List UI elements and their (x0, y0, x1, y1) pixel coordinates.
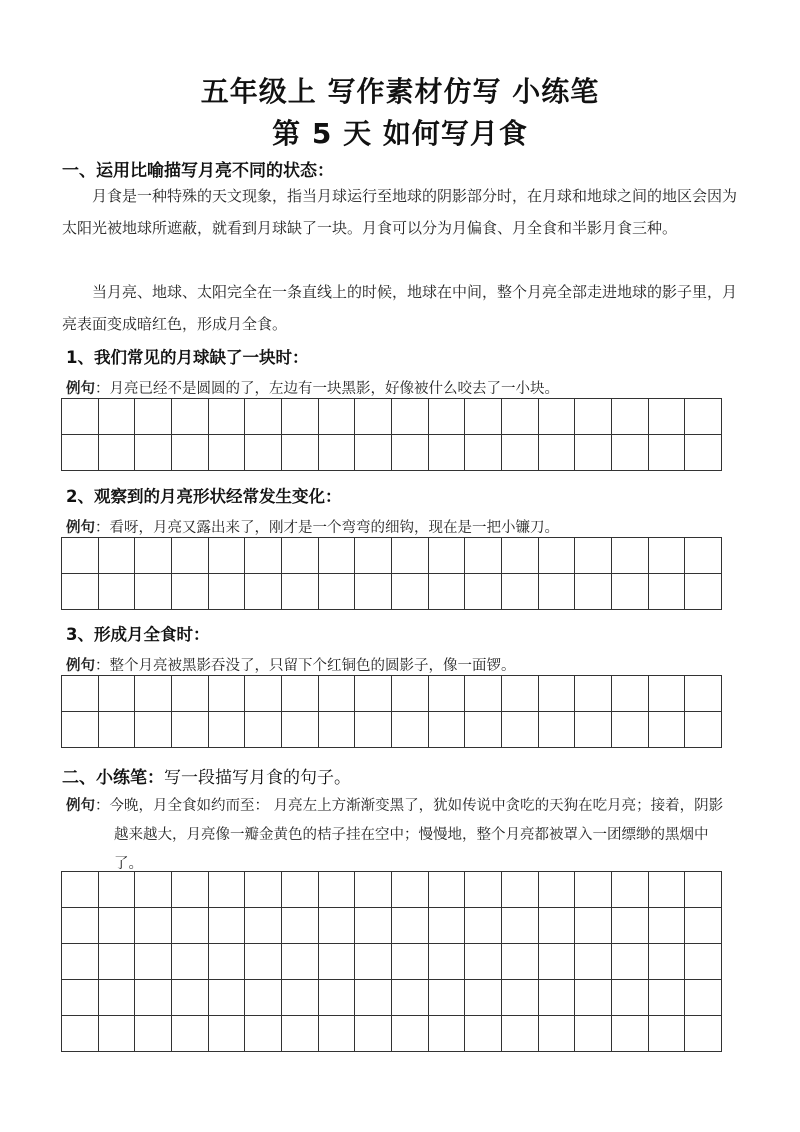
grid-cell[interactable] (62, 538, 99, 574)
intro-paragraph-1: 月食是一种特殊的天文现象，指当月球运行至地球的阴影部分时，在月球和地球之间的地区会因为太阳光被地球所遮蔽，就看到月球缺了一块。月食可以分为月偏食、月全食和半影月食三种。 (62, 187, 738, 237)
grid-cell[interactable] (319, 872, 356, 908)
grid-cell[interactable] (172, 872, 209, 908)
grid-cell[interactable] (465, 872, 502, 908)
grid-cell[interactable] (465, 676, 502, 712)
example-text: ：月亮已经不是圆圆的了，左边有一块黑影，好像被什么咬去了一小块。 (95, 381, 559, 397)
grid-cell[interactable] (355, 980, 392, 1016)
section-2-heading (62, 763, 351, 788)
grid-cell[interactable] (612, 908, 649, 944)
grid-cell[interactable] (99, 538, 136, 574)
grid-cell[interactable] (135, 435, 172, 471)
grid-cell[interactable] (575, 538, 612, 574)
grid-cell[interactable] (539, 574, 576, 610)
grid-cell[interactable] (62, 676, 99, 712)
grid-cell[interactable] (685, 574, 722, 610)
grid-cell[interactable] (392, 872, 429, 908)
grid-cell[interactable] (685, 1016, 722, 1052)
grid-cell[interactable] (209, 872, 246, 908)
grid-cell[interactable] (685, 676, 722, 712)
grid-cell[interactable] (575, 399, 612, 435)
grid-cell[interactable] (685, 399, 722, 435)
grid-cell[interactable] (99, 944, 136, 980)
grid-row (62, 872, 722, 908)
grid-cell[interactable] (319, 944, 356, 980)
grid-cell[interactable] (282, 908, 319, 944)
grid-cell[interactable] (575, 908, 612, 944)
grid-cell[interactable] (465, 908, 502, 944)
grid-cell[interactable] (319, 399, 356, 435)
grid-cell[interactable] (355, 944, 392, 980)
grid-cell[interactable] (685, 435, 722, 471)
grid-cell[interactable] (429, 399, 466, 435)
grid-cell[interactable] (502, 538, 539, 574)
grid-cell[interactable] (282, 1016, 319, 1052)
grid-cell[interactable] (99, 676, 136, 712)
grid-cell[interactable] (172, 908, 209, 944)
grid-row (62, 944, 722, 980)
grid-cell[interactable] (245, 574, 282, 610)
example-label: 例句 (66, 381, 95, 397)
item-2-heading: 2、观察到的月亮形状经常发生变化： (66, 487, 342, 506)
grid-cell[interactable] (99, 1016, 136, 1052)
grid-cell[interactable] (99, 980, 136, 1016)
grid-cell[interactable] (502, 435, 539, 471)
grid-cell[interactable] (539, 908, 576, 944)
grid-cell[interactable] (649, 399, 686, 435)
grid-cell[interactable] (209, 980, 246, 1016)
grid-cell[interactable] (319, 712, 356, 748)
grid-cell[interactable] (135, 712, 172, 748)
grid-cell[interactable] (245, 980, 282, 1016)
grid-cell[interactable] (282, 676, 319, 712)
grid-cell[interactable] (539, 538, 576, 574)
grid-cell[interactable] (649, 538, 686, 574)
grid-cell[interactable] (429, 574, 466, 610)
grid-cell[interactable] (575, 435, 612, 471)
grid-cell[interactable] (355, 712, 392, 748)
grid-cell[interactable] (465, 1016, 502, 1052)
grid-cell[interactable] (465, 574, 502, 610)
grid-cell[interactable] (172, 399, 209, 435)
grid-cell[interactable] (502, 1016, 539, 1052)
grid-cell[interactable] (612, 872, 649, 908)
grid-cell[interactable] (209, 538, 246, 574)
grid-cell[interactable] (135, 399, 172, 435)
grid-cell[interactable] (649, 712, 686, 748)
grid-cell[interactable] (99, 399, 136, 435)
grid-cell[interactable] (319, 1016, 356, 1052)
example-text: ：整个月亮被黑影吞没了，只留下个红铜色的圆影子，像一面锣。 (95, 658, 516, 674)
grid-cell[interactable] (502, 872, 539, 908)
grid-cell[interactable] (575, 712, 612, 748)
grid-cell[interactable] (575, 676, 612, 712)
grid-cell[interactable] (62, 399, 99, 435)
grid-cell[interactable] (245, 399, 282, 435)
grid-cell[interactable] (429, 538, 466, 574)
grid-cell[interactable] (649, 676, 686, 712)
writing-grid-3[interactable] (61, 675, 722, 748)
grid-cell[interactable] (355, 872, 392, 908)
item-2-example (66, 516, 559, 537)
grid-cell[interactable] (465, 435, 502, 471)
grid-cell[interactable] (392, 399, 429, 435)
example-text: ：今晚，月全食如约而至： 月亮左上方渐渐变黑了，犹如传说中贪吃的天狗在吃月亮；接着，阴影越来越大，月亮像一瓣金黄色的桔子挂在空中；慢慢地，整个月亮都被罩入一团缥缈的黑烟中了。 (95, 798, 724, 872)
grid-cell[interactable] (502, 944, 539, 980)
grid-cell[interactable] (429, 712, 466, 748)
item-1-heading: 1、我们常见的月球缺了一块时： (66, 348, 309, 367)
grid-cell[interactable] (135, 676, 172, 712)
grid-cell[interactable] (575, 574, 612, 610)
grid-cell[interactable] (172, 980, 209, 1016)
grid-cell[interactable] (172, 676, 209, 712)
grid-cell[interactable] (135, 872, 172, 908)
grid-cell[interactable] (465, 399, 502, 435)
grid-cell[interactable] (392, 712, 429, 748)
writing-grid-1[interactable] (61, 398, 722, 471)
grid-cell[interactable] (99, 435, 136, 471)
grid-cell[interactable] (355, 435, 392, 471)
item-3-heading: 3、形成月全食时： (66, 625, 210, 644)
grid-cell[interactable] (429, 944, 466, 980)
grid-cell[interactable] (62, 574, 99, 610)
grid-cell[interactable] (612, 712, 649, 748)
grid-cell[interactable] (282, 872, 319, 908)
grid-cell[interactable] (612, 538, 649, 574)
grid-cell[interactable] (685, 872, 722, 908)
grid-cell[interactable] (209, 676, 246, 712)
grid-cell[interactable] (539, 676, 576, 712)
example-label: 例句 (66, 520, 95, 536)
section-1-heading: 一、运用比喻描写月亮不同的状态： (62, 161, 334, 181)
grid-cell[interactable] (135, 980, 172, 1016)
grid-cell[interactable] (685, 980, 722, 1016)
item-1-example (66, 377, 559, 398)
grid-cell[interactable] (502, 908, 539, 944)
grid-cell[interactable] (62, 944, 99, 980)
grid-cell[interactable] (62, 980, 99, 1016)
grid-cell[interactable] (612, 980, 649, 1016)
grid-cell[interactable] (649, 944, 686, 980)
grid-cell[interactable] (429, 435, 466, 471)
grid-cell[interactable] (685, 908, 722, 944)
section-2-example (66, 792, 736, 879)
grid-cell[interactable] (429, 676, 466, 712)
grid-cell[interactable] (612, 574, 649, 610)
grid-cell[interactable] (465, 980, 502, 1016)
grid-cell[interactable] (245, 908, 282, 944)
grid-cell[interactable] (319, 980, 356, 1016)
grid-cell[interactable] (62, 712, 99, 748)
grid-cell[interactable] (392, 944, 429, 980)
grid-cell[interactable] (355, 908, 392, 944)
grid-cell[interactable] (612, 1016, 649, 1052)
section-2-heading-bold: 二、小练笔： (62, 768, 164, 788)
grid-row (62, 574, 722, 610)
intro-paragraph-2: 当月亮、地球、太阳完全在一条直线上的时候，地球在中间，整个月亮全部走进地球的影子里，月亮表面变成暗红色，形成月全食。 (62, 283, 738, 333)
grid-cell[interactable] (172, 574, 209, 610)
grid-cell[interactable] (135, 944, 172, 980)
grid-cell[interactable] (209, 399, 246, 435)
grid-row (62, 538, 722, 574)
example-text: ：看呀，月亮又露出来了，刚才是一个弯弯的细钩，现在是一把小镰刀。 (95, 520, 559, 536)
grid-cell[interactable] (172, 944, 209, 980)
grid-cell[interactable] (429, 980, 466, 1016)
grid-cell[interactable] (209, 712, 246, 748)
grid-cell[interactable] (172, 712, 209, 748)
grid-cell[interactable] (282, 980, 319, 1016)
grid-cell[interactable] (392, 908, 429, 944)
grid-cell[interactable] (245, 676, 282, 712)
grid-cell[interactable] (612, 676, 649, 712)
grid-cell[interactable] (245, 872, 282, 908)
grid-cell[interactable] (62, 435, 99, 471)
grid-cell[interactable] (282, 712, 319, 748)
grid-cell[interactable] (612, 944, 649, 980)
grid-cell[interactable] (245, 1016, 282, 1052)
grid-cell[interactable] (245, 538, 282, 574)
grid-cell[interactable] (392, 1016, 429, 1052)
grid-cell[interactable] (429, 908, 466, 944)
grid-cell[interactable] (62, 872, 99, 908)
grid-row (62, 399, 722, 435)
grid-cell[interactable] (539, 872, 576, 908)
grid-cell[interactable] (209, 1016, 246, 1052)
grid-cell[interactable] (99, 574, 136, 610)
grid-cell[interactable] (245, 435, 282, 471)
grid-cell[interactable] (649, 908, 686, 944)
grid-cell[interactable] (392, 574, 429, 610)
grid-cell[interactable] (502, 574, 539, 610)
grid-cell[interactable] (319, 538, 356, 574)
grid-row (62, 435, 722, 471)
grid-cell[interactable] (429, 872, 466, 908)
grid-cell[interactable] (539, 944, 576, 980)
grid-cell[interactable] (245, 944, 282, 980)
grid-cell[interactable] (539, 980, 576, 1016)
grid-cell[interactable] (502, 676, 539, 712)
grid-cell[interactable] (355, 574, 392, 610)
grid-cell[interactable] (355, 399, 392, 435)
worksheet-subtitle: 第 5 天 如何写月食 (272, 117, 528, 150)
item-3-example (66, 654, 516, 675)
grid-cell[interactable] (62, 908, 99, 944)
grid-cell[interactable] (539, 435, 576, 471)
grid-cell[interactable] (282, 399, 319, 435)
grid-cell[interactable] (502, 980, 539, 1016)
grid-cell[interactable] (282, 538, 319, 574)
example-label: 例句 (66, 798, 95, 814)
grid-cell[interactable] (99, 872, 136, 908)
grid-cell[interactable] (465, 538, 502, 574)
grid-cell[interactable] (282, 574, 319, 610)
grid-cell[interactable] (99, 712, 136, 748)
grid-cell[interactable] (575, 980, 612, 1016)
grid-cell[interactable] (649, 980, 686, 1016)
grid-cell[interactable] (355, 676, 392, 712)
grid-cell[interactable] (319, 676, 356, 712)
grid-cell[interactable] (465, 944, 502, 980)
writing-grid-2[interactable] (61, 537, 722, 610)
grid-cell[interactable] (99, 908, 136, 944)
grid-cell[interactable] (649, 1016, 686, 1052)
grid-cell[interactable] (319, 435, 356, 471)
worksheet-title: 五年级上 写作素材仿写 小练笔 (200, 75, 600, 108)
grid-cell[interactable] (429, 1016, 466, 1052)
grid-row (62, 908, 722, 944)
grid-cell[interactable] (612, 435, 649, 471)
grid-cell[interactable] (539, 1016, 576, 1052)
grid-cell[interactable] (135, 574, 172, 610)
grid-cell[interactable] (575, 872, 612, 908)
grid-row (62, 1016, 722, 1052)
grid-cell[interactable] (209, 435, 246, 471)
grid-cell[interactable] (539, 712, 576, 748)
grid-cell[interactable] (355, 1016, 392, 1052)
grid-cell[interactable] (685, 712, 722, 748)
writing-grid-4[interactable] (61, 871, 722, 1052)
grid-cell[interactable] (392, 435, 429, 471)
grid-cell[interactable] (209, 944, 246, 980)
grid-cell[interactable] (392, 538, 429, 574)
grid-cell[interactable] (172, 435, 209, 471)
grid-cell[interactable] (135, 538, 172, 574)
grid-cell[interactable] (575, 944, 612, 980)
grid-cell[interactable] (502, 399, 539, 435)
grid-cell[interactable] (319, 574, 356, 610)
grid-cell[interactable] (282, 944, 319, 980)
grid-cell[interactable] (392, 676, 429, 712)
grid-cell[interactable] (319, 908, 356, 944)
grid-row (62, 712, 722, 748)
section-2-heading-task: 写一段描写月食的句子。 (164, 768, 351, 788)
grid-cell[interactable] (355, 538, 392, 574)
grid-cell[interactable] (172, 538, 209, 574)
grid-cell[interactable] (62, 1016, 99, 1052)
grid-cell[interactable] (649, 872, 686, 908)
example-label: 例句 (66, 658, 95, 674)
grid-cell[interactable] (392, 980, 429, 1016)
grid-cell[interactable] (135, 1016, 172, 1052)
grid-row (62, 676, 722, 712)
grid-cell[interactable] (245, 712, 282, 748)
grid-cell[interactable] (649, 574, 686, 610)
grid-cell[interactable] (539, 399, 576, 435)
grid-cell[interactable] (685, 944, 722, 980)
grid-cell[interactable] (135, 908, 172, 944)
grid-cell[interactable] (209, 908, 246, 944)
grid-cell[interactable] (282, 435, 319, 471)
grid-cell[interactable] (612, 399, 649, 435)
grid-cell[interactable] (649, 435, 686, 471)
grid-cell[interactable] (209, 574, 246, 610)
grid-cell[interactable] (172, 1016, 209, 1052)
grid-cell[interactable] (685, 538, 722, 574)
grid-row (62, 980, 722, 1016)
grid-cell[interactable] (502, 712, 539, 748)
grid-cell[interactable] (465, 712, 502, 748)
grid-cell[interactable] (575, 1016, 612, 1052)
